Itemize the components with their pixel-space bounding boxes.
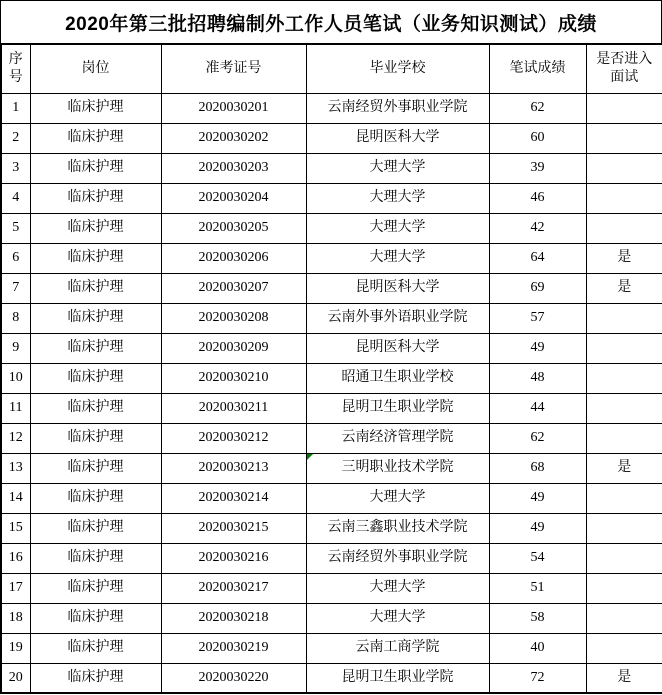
cell-serial-number: 10 xyxy=(1,363,30,393)
cell-position: 临床护理 xyxy=(30,663,161,693)
cell-position: 临床护理 xyxy=(30,393,161,423)
column-header-graduation-school: 毕业学校 xyxy=(306,44,489,93)
cell-graduation-school: 云南经贸外事职业学院 xyxy=(306,93,489,123)
cell-enter-interview xyxy=(586,123,662,153)
table-row xyxy=(1,483,662,513)
cell-exam-ticket-number: 2020030217 xyxy=(161,573,306,603)
cell-exam-ticket-number: 2020030207 xyxy=(161,273,306,303)
cell-enter-interview: 是 xyxy=(586,453,662,483)
column-header-written-test-score: 笔试成绩 xyxy=(489,44,586,93)
cell-graduation-school: 大理大学 xyxy=(306,183,489,213)
cell-serial-number: 12 xyxy=(1,423,30,453)
cell-exam-ticket-number: 2020030202 xyxy=(161,123,306,153)
cell-serial-number: 15 xyxy=(1,513,30,543)
cell-position: 临床护理 xyxy=(30,423,161,453)
cell-written-test-score: 49 xyxy=(489,483,586,513)
cell-position: 临床护理 xyxy=(30,483,161,513)
cell-serial-number: 2 xyxy=(1,123,30,153)
cell-exam-ticket-number: 2020030212 xyxy=(161,423,306,453)
cell-exam-ticket-number: 2020030203 xyxy=(161,153,306,183)
cell-enter-interview xyxy=(586,213,662,243)
table-row xyxy=(1,513,662,543)
cell-graduation-school: 大理大学 xyxy=(306,573,489,603)
column-header-enter-interview-label: 是否进入面试 xyxy=(596,51,653,85)
table-row xyxy=(1,363,662,393)
cell-position: 临床护理 xyxy=(30,573,161,603)
cell-exam-ticket-number: 2020030210 xyxy=(161,363,306,393)
cell-graduation-school: 云南三鑫职业技术学院 xyxy=(306,513,489,543)
cell-enter-interview: 是 xyxy=(586,273,662,303)
cell-position: 临床护理 xyxy=(30,513,161,543)
cell-enter-interview xyxy=(586,483,662,513)
cell-enter-interview xyxy=(586,393,662,423)
cell-position: 临床护理 xyxy=(30,93,161,123)
score-table xyxy=(0,43,662,694)
cell-exam-ticket-number: 2020030214 xyxy=(161,483,306,513)
cell-graduation-school: 大理大学 xyxy=(306,153,489,183)
cell-written-test-score: 60 xyxy=(489,123,586,153)
cell-serial-number: 9 xyxy=(1,333,30,363)
page-title: 2020年第三批招聘编制外工作人员笔试（业务知识测试）成绩 xyxy=(0,0,662,43)
table-row xyxy=(1,303,662,333)
cell-graduation-school: 大理大学 xyxy=(306,243,489,273)
cell-graduation-school: 三明职业技术学院 xyxy=(306,453,489,483)
cell-enter-interview xyxy=(586,573,662,603)
cell-written-test-score: 68 xyxy=(489,453,586,483)
cell-graduation-school: 大理大学 xyxy=(306,213,489,243)
table-row xyxy=(1,333,662,363)
cell-exam-ticket-number: 2020030201 xyxy=(161,93,306,123)
table-row xyxy=(1,453,662,483)
cell-graduation-school: 昆明医科大学 xyxy=(306,273,489,303)
cell-written-test-score: 62 xyxy=(489,93,586,123)
column-header-exam-ticket-number: 准考证号 xyxy=(161,44,306,93)
cell-written-test-score: 57 xyxy=(489,303,586,333)
cell-exam-ticket-number: 2020030208 xyxy=(161,303,306,333)
cell-exam-ticket-number: 2020030216 xyxy=(161,543,306,573)
cell-graduation-school: 大理大学 xyxy=(306,603,489,633)
table-row xyxy=(1,603,662,633)
cell-enter-interview xyxy=(586,303,662,333)
cell-exam-ticket-number: 2020030205 xyxy=(161,213,306,243)
cell-position: 临床护理 xyxy=(30,153,161,183)
cell-position: 临床护理 xyxy=(30,363,161,393)
cell-position: 临床护理 xyxy=(30,213,161,243)
cell-serial-number: 3 xyxy=(1,153,30,183)
column-header-position: 岗位 xyxy=(30,44,161,93)
cell-position: 临床护理 xyxy=(30,543,161,573)
cell-written-test-score: 62 xyxy=(489,423,586,453)
cell-graduation-school: 昆明医科大学 xyxy=(306,123,489,153)
cell-written-test-score: 58 xyxy=(489,603,586,633)
table-row xyxy=(1,633,662,663)
cell-enter-interview xyxy=(586,423,662,453)
cell-serial-number: 19 xyxy=(1,633,30,663)
table-row xyxy=(1,273,662,303)
cell-exam-ticket-number: 2020030204 xyxy=(161,183,306,213)
cell-serial-number: 8 xyxy=(1,303,30,333)
cell-position: 临床护理 xyxy=(30,453,161,483)
cell-written-test-score: 51 xyxy=(489,573,586,603)
cell-enter-interview xyxy=(586,183,662,213)
table-row xyxy=(1,543,662,573)
cell-exam-ticket-number: 2020030218 xyxy=(161,603,306,633)
header-row xyxy=(1,44,662,93)
cell-graduation-school: 昆明卫生职业学院 xyxy=(306,663,489,693)
green-flag-triangle-icon xyxy=(307,454,313,460)
cell-written-test-score: 64 xyxy=(489,243,586,273)
cell-position: 临床护理 xyxy=(30,273,161,303)
cell-exam-ticket-number: 2020030219 xyxy=(161,633,306,663)
cell-enter-interview xyxy=(586,513,662,543)
cell-serial-number: 7 xyxy=(1,273,30,303)
table-row xyxy=(1,123,662,153)
cell-graduation-school: 昆明卫生职业学院 xyxy=(306,393,489,423)
cell-written-test-score: 48 xyxy=(489,363,586,393)
cell-graduation-school: 大理大学 xyxy=(306,483,489,513)
cell-enter-interview: 是 xyxy=(586,663,662,693)
cell-enter-interview xyxy=(586,633,662,663)
cell-position: 临床护理 xyxy=(30,333,161,363)
cell-serial-number: 11 xyxy=(1,393,30,423)
cell-enter-interview xyxy=(586,93,662,123)
cell-graduation-school: 云南经贸外事职业学院 xyxy=(306,543,489,573)
cell-position: 临床护理 xyxy=(30,603,161,633)
cell-written-test-score: 49 xyxy=(489,333,586,363)
cell-serial-number: 13 xyxy=(1,453,30,483)
cell-position: 临床护理 xyxy=(30,243,161,273)
cell-exam-ticket-number: 2020030211 xyxy=(161,393,306,423)
column-header-enter-interview xyxy=(586,44,662,93)
table-row xyxy=(1,393,662,423)
cell-serial-number: 18 xyxy=(1,603,30,633)
cell-enter-interview: 是 xyxy=(586,243,662,273)
table-row xyxy=(1,213,662,243)
cell-enter-interview xyxy=(586,333,662,363)
cell-serial-number: 4 xyxy=(1,183,30,213)
table-row xyxy=(1,243,662,273)
cell-position: 临床护理 xyxy=(30,123,161,153)
cell-exam-ticket-number: 2020030206 xyxy=(161,243,306,273)
cell-serial-number: 5 xyxy=(1,213,30,243)
table-row xyxy=(1,183,662,213)
cell-enter-interview xyxy=(586,543,662,573)
table-row xyxy=(1,423,662,453)
cell-position: 临床护理 xyxy=(30,183,161,213)
cell-serial-number: 1 xyxy=(1,93,30,123)
cell-written-test-score: 49 xyxy=(489,513,586,543)
cell-written-test-score: 69 xyxy=(489,273,586,303)
cell-serial-number: 20 xyxy=(1,663,30,693)
table-row xyxy=(1,153,662,183)
cell-exam-ticket-number: 2020030220 xyxy=(161,663,306,693)
table-row xyxy=(1,573,662,603)
cell-exam-ticket-number: 2020030215 xyxy=(161,513,306,543)
cell-written-test-score: 44 xyxy=(489,393,586,423)
cell-written-test-score: 42 xyxy=(489,213,586,243)
table-row xyxy=(1,663,662,693)
cell-graduation-school: 云南工商学院 xyxy=(306,633,489,663)
cell-exam-ticket-number: 2020030213 xyxy=(161,453,306,483)
cell-graduation-school: 昭通卫生职业学校 xyxy=(306,363,489,393)
cell-graduation-school: 云南经济管理学院 xyxy=(306,423,489,453)
cell-serial-number: 14 xyxy=(1,483,30,513)
cell-serial-number: 16 xyxy=(1,543,30,573)
cell-position: 临床护理 xyxy=(30,633,161,663)
table-row xyxy=(1,93,662,123)
cell-written-test-score: 40 xyxy=(489,633,586,663)
cell-written-test-score: 72 xyxy=(489,663,586,693)
cell-graduation-school: 云南外事外语职业学院 xyxy=(306,303,489,333)
cell-written-test-score: 46 xyxy=(489,183,586,213)
cell-enter-interview xyxy=(586,363,662,393)
cell-enter-interview xyxy=(586,153,662,183)
cell-written-test-score: 54 xyxy=(489,543,586,573)
cell-graduation-school: 昆明医科大学 xyxy=(306,333,489,363)
cell-position: 临床护理 xyxy=(30,303,161,333)
cell-exam-ticket-number: 2020030209 xyxy=(161,333,306,363)
cell-enter-interview xyxy=(586,603,662,633)
cell-written-test-score: 39 xyxy=(489,153,586,183)
cell-serial-number: 17 xyxy=(1,573,30,603)
cell-serial-number: 6 xyxy=(1,243,30,273)
column-header-serial-number: 序号 xyxy=(1,44,30,93)
